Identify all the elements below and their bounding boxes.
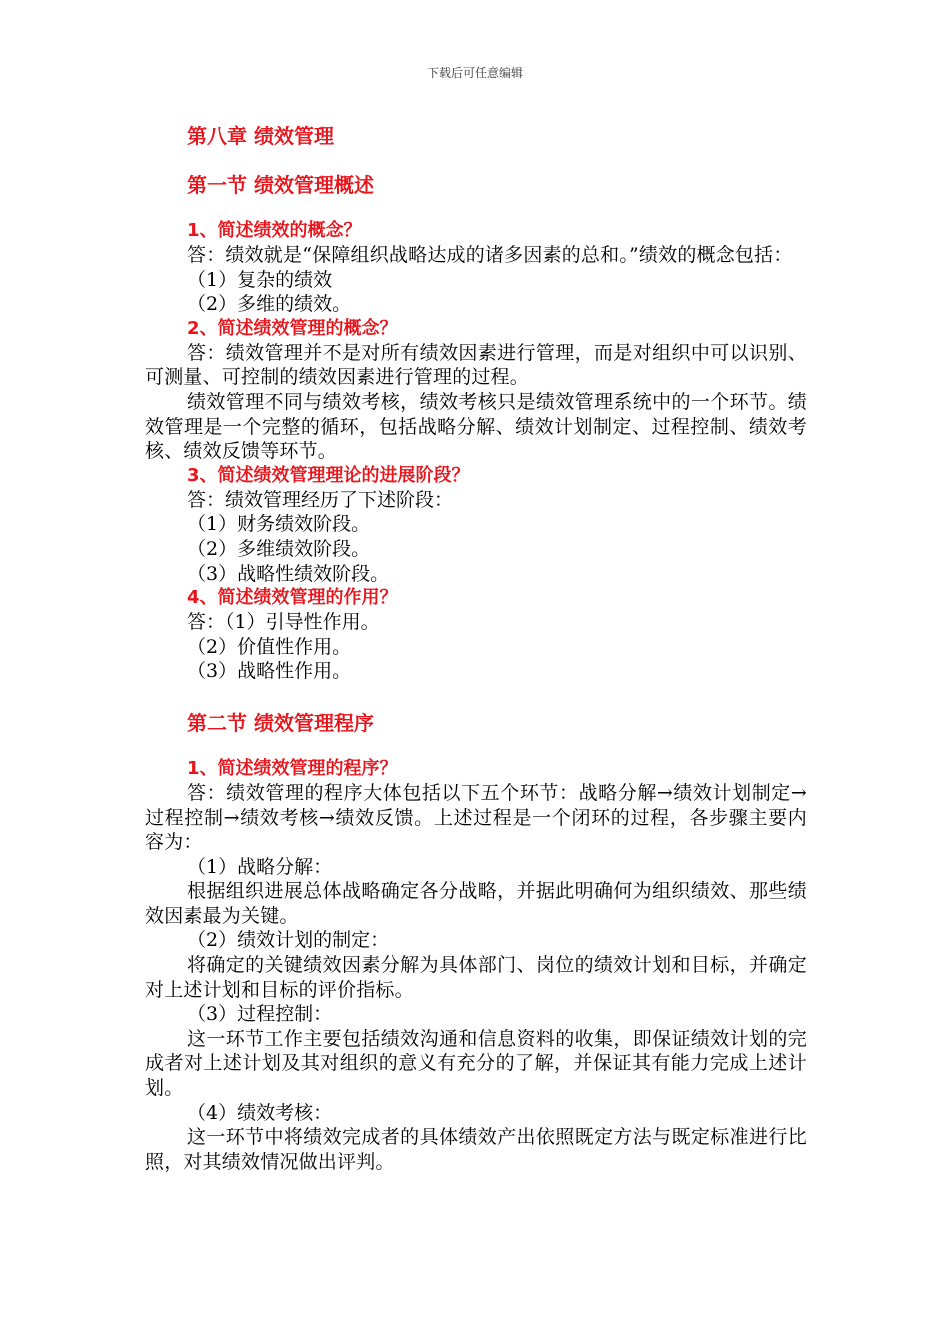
s2-step-label: （3）过程控制： (187, 1003, 333, 1026)
s1-q2-title: 2、简述绩效管理的概念？ (187, 317, 398, 339)
page-header: 下载后可任意编辑 (426, 66, 523, 80)
s2-step-label: （1）战略分解： (187, 855, 333, 878)
s1-q4-title: 4、简述绩效管理的作用？ (187, 587, 398, 609)
s2-step-text: 将确定的关键绩效因素分解为具体部门、岗位的绩效计划和目标，并确定对上述计划和目标的评价指标。 (145, 954, 807, 1001)
s1-q1-title: 1、简述绩效的概念？ (187, 220, 362, 241)
section-1-title: 第一节 绩效管理概述 (187, 173, 374, 197)
s1-q4-item: （3）战略性作用。 (187, 660, 352, 683)
s1-q3-item: （3）战略性绩效阶段。 (187, 562, 390, 585)
s1-q1-item: （1）复杂的绩效 (187, 268, 333, 291)
s2-step-label: （2）绩效计划的制定： (187, 929, 390, 952)
s1-q3-title: 3、简述绩效管理理论的进展阶段？ (187, 464, 470, 486)
s1-q1-answer: 答：绩效就是“保障组织战略达成的诸多因素的总和。”绩效的概念包括： (187, 244, 793, 266)
s1-q2-answer: 答：绩效管理并不是对所有绩效因素进行管理，而是对组织中可以识别、可测量、可控制的绩效因素进行管理的过程。 (145, 341, 807, 389)
s2-step-text: 这一环节工作主要包括绩效沟通和信息资料的收集，即保证绩效计划的完成者对上述计划及其对组织的意义有充分的了解，并保证其有能力完成上述计划。 (145, 1027, 807, 1100)
s1-q1-item: （2）多维的绩效。 (187, 293, 352, 316)
chapter-title: 第八章 绩效管理 (187, 124, 334, 148)
s1-q3-item: （2）多维绩效阶段。 (187, 537, 371, 560)
s2-step-text: 这一环节中将绩效完成者的具体绩效产出依照既定方法与既定标准进行比照，对其绩效情况做出评判。 (145, 1126, 807, 1173)
s1-q4-item: （2）价值性作用。 (187, 635, 352, 658)
s2-step-label: （4）绩效考核： (187, 1101, 333, 1124)
s2-step-text: 根据组织进展总体战略确定各分战略，并据此明确何为组织绩效、那些绩效因素最为关键。 (145, 880, 807, 927)
s1-q2-para2: 绩效管理不同与绩效考核，绩效考核只是绩效管理系统中的一个环节。绩效管理是一个完整的循环，包括战略分解、绩效计划制定、过程控制、绩效考核、绩效反馈等环节。 (145, 390, 807, 463)
s1-q3-item: （1）财务绩效阶段。 (187, 513, 371, 536)
s2-q1-title: 1、简述绩效管理的程序？ (187, 757, 398, 779)
s2-q1-answer: 答：绩效管理的程序大体包括以下五个环节：战略分解→绩效计划制定→过程控制→绩效考核→绩效反馈。上述过程是一个闭环的过程，各步骤主要内容为： (145, 781, 807, 854)
s1-q3-answer: 答：绩效管理经历了下述阶段： (187, 488, 454, 511)
document-body (145, 122, 807, 1174)
s1-q4-answer: 答：（1）引导性作用。 (187, 611, 380, 634)
section-2-title: 第二节 绩效管理程序 (187, 710, 374, 735)
